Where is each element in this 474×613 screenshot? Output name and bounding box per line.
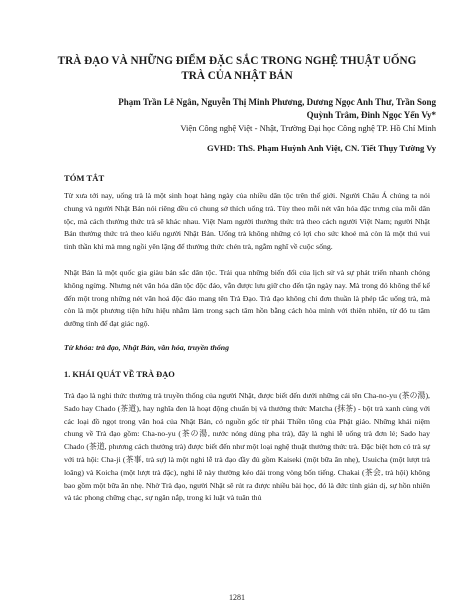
abstract-paragraph-2: Nhật Bản là một quốc gia giàu bản sắc dân tộc. Trải qua những biến đổi của lịch sử và sự phát triển nhanh chóng không ngừng. Nhưng nét văn hóa dân tộc độc đáo, vẫn được lưu giữ cho đến tận ngày nay. Mà trong đó không thể kể đến một trong những nét văn hoá độc đáo mang tên Trà Đạo. Trà đạo không chỉ đơn thuần là phép tắc uống trà, mà còn là một phương tiện hữu hiệu nhằm làm trong sạch tâm hồn bằng cách hòa mình với thiên nhiên, từ đó tu tâm dưỡng tính để đạt giác ngộ. [64,268,430,329]
page-number: 1281 [229,593,245,602]
paper-title [45,54,429,84]
keywords: Từ khóa: trà đạo, Nhật Bản, văn hóa, truyền thống [64,343,229,352]
advisor-line: GVHD: ThS. Phạm Huỳnh Anh Việt, CN. Tiết Thụy Tường Vy [206,143,436,153]
affiliation: Viện Công nghệ Việt - Nhật, Trường Đại học Công nghệ TP. Hồ Chí Minh [180,123,436,133]
authors-line-1: Phạm Trần Lê Ngân, Nguyễn Thị Minh Phương, Dương Ngọc Anh Thư, Trần Song [118,97,436,107]
authors-line-2: Quỳnh Trâm, Đinh Ngọc Yến Vy* [306,109,436,120]
section-heading: 1. KHÁI QUÁT VỀ TRÀ ĐẠO [64,370,175,379]
author-list [40,96,436,121]
abstract-heading: TÓM TẮT [64,173,105,183]
title-line-2: TRÀ CỦA NHẬT BẢN [181,70,293,82]
section-paragraph: Trà đạo là nghi thức thưởng trà truyền thống của người Nhật, được biết đến dưới những cái tên Cha-no-yu (茶の湯), Sado hay Chado (茶道), hay nghĩa đen là hoạt động chuẩn bị và thưởng thức Matcha (抹茶) - bột trà xanh cùng với các loại đồ ngọt trong văn hoá của Nhật Bản, có nguồn gốc từ phái Thiền tông của Phật giáo. Những khái niệm chung về Trà đạo gồm: Cha-no-yu (茶の湯, nước nóng dùng pha trà), đây là nghi lễ uống trà đơn lẻ; Sado hay Chado (茶道, phương cách thưởng trà) được biết đến như một loại nghệ thuật thưởng thức trà. Đặc biệt hơn có trà sự với trà hội: Cha-ji (茶事, trà sự) là một nghi lễ trà đạo đầy đủ gồm Kaiseki (một bữa ăn nhẹ), Usuicha (một lượt trà loãng) và Koicha (một lượt trà đặc), nghi lễ này thường kéo dài trong vòng bốn tiếng. Chakai (茶会, trà hội) không bao gồm một bữa ăn nhẹ. Nhờ Trà đạo, người Nhật sẽ rút ra được nhiều bài học, đó là đức tính giản dị, sự hồn nhiên và tác phong chững chạc, sự ngăn nắp, trong kỉ luật và tuân thủ [64,391,430,503]
title-line-1: TRÀ ĐẠO VÀ NHỮNG ĐIỂM ĐẶC SẮC TRONG NGHỆ THUẬT UỐNG [57,55,417,67]
abstract-paragraph-1: Từ xưa tới nay, uống trà là một sinh hoạt hàng ngày của nhiều dân tộc trên thế giới. Người Châu Á chúng ta nói chung và người Nhật Bản nói riêng đều có chung sở thích uống trà. Tùy theo mỗi nét văn hóa đặc trưng của mỗi dân tộc, mà cách thưởng thức trà sẽ khác nhau. Việt Nam người thưởng thức trà theo cách người Việt Nam; người Nhật Bản thưởng thức trà theo kiểu người Nhật Bản. Uống trà không những có lợi cho sức khoẻ mà còn là một thú vui tinh thần khi mà mng ngồi yên lặng để thưởng thức chén trà, ngẫm nghĩ về cuộc sống. [64,191,430,252]
